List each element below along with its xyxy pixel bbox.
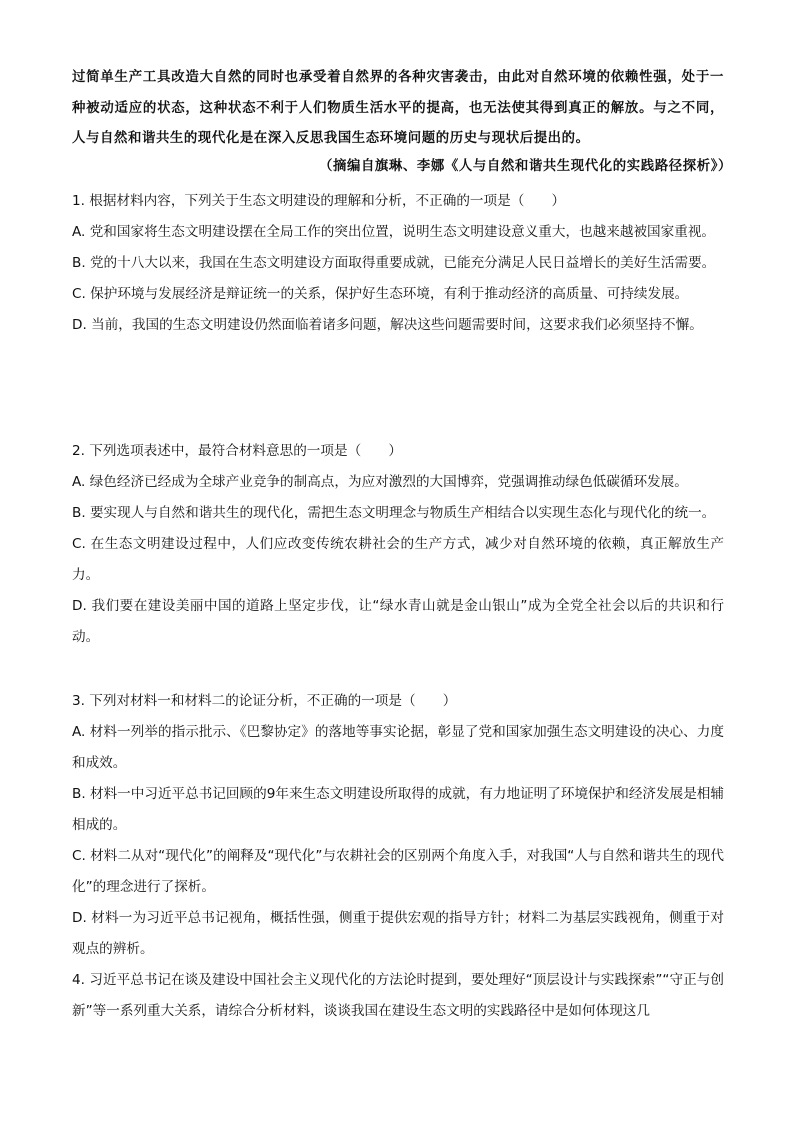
question-stem: 3. 下列对材料一和材料二的论证分析，不正确的一项是（ ） [72, 693, 457, 709]
question-3 [72, 686, 724, 965]
option-d: D. 我们要在建设美丽中国的道路上坚定步伐，让“绿水青山就是金山银山”成为全党全社会以后的共识和行动。 [72, 598, 724, 645]
question-stem: 4. 习近平总书记在谈及建设中国社会主义现代化的方法论时提到，要处理好“顶层设计与实践探索”“守正与创新”等一系列重大关系，请综合分析材料，谈谈我国在建设生态文明的实践路径中是如何体现这几 [72, 972, 724, 1019]
option-b: B. 党的十八大以来，我国在生态文明建设方面取得重要成就，已能充分满足人民日益增长的美好生活需要。 [72, 255, 716, 271]
option-a: A. 材料一列举的指示批示、《巴黎协定》的落地等事实论据，彰显了党和国家加强生态文明建设的决心、力度和成效。 [72, 724, 724, 771]
passage-paragraph: 过简单生产工具改造大自然的同时也承受着自然界的各种灾害袭击，由此对自然环境的依赖性强，处于一种被动适应的状态，这种状态不利于人们物质生活水平的提高，也无法使其得到真正的解放。与之不同，人与自然和谐共生的现代化是在深入反思我国生态环境问题的历史与现状后提出的。 [72, 69, 724, 146]
question-stem: 2. 下列选项表述中，最符合材料意思的一项是（ ） [72, 443, 402, 459]
option-d: D. 当前，我国的生态文明建设仍然面临着诸多问题，解决这些问题需要时间，这要求我们必须坚持不懈。 [72, 317, 703, 333]
option-d: D. 材料一为习近平总书记视角，概括性强，侧重于提供宏观的指导方针；材料二为基层实践视角，侧重于对观点的辨析。 [72, 910, 724, 957]
option-a: A. 绿色经济已经成为全球产业竞争的制高点，为应对激烈的大国博弈，党强调推动绿色低碳循环发展。 [72, 474, 688, 490]
option-c: C. 在生态文明建设过程中，人们应改变传统农耕社会的生产方式，减少对自然环境的依赖，真正解放生产力。 [72, 536, 724, 583]
passage-source: （摘编自旗琳、李娜《人与自然和谐共生现代化的实践路径探析》） [318, 158, 732, 174]
question-4 [72, 965, 724, 1027]
question-2 [72, 436, 724, 653]
question-1 [72, 186, 724, 341]
question-stem: 1. 根据材料内容，下列关于生态文明建设的理解和分析，不正确的一项是（ ） [72, 193, 566, 209]
option-c: C. 材料二从对“现代化”的阐释及“现代化”与农耕社会的区别两个角度入手，对我国“人与自然和谐共生的现代化”的理念进行了探析。 [72, 848, 724, 895]
option-c: C. 保护环境与发展经济是辩证统一的关系，保护好生态环境，有利于推动经济的高质量、可持续发展。 [72, 286, 689, 302]
option-b: B. 材料一中习近平总书记回顾的9年来生态文明建设所取得的成就，有力地证明了环境保护和经济发展是相辅相成的。 [72, 786, 724, 833]
option-a: A. 党和国家将生态文明建设摆在全局工作的突出位置，说明生态文明建设意义重大，也越来越被国家重视。 [72, 224, 716, 240]
option-b: B. 要实现人与自然和谐共生的现代化，需把生态文明理念与物质生产相结合以实现生态化与现代化的统一。 [72, 505, 716, 521]
